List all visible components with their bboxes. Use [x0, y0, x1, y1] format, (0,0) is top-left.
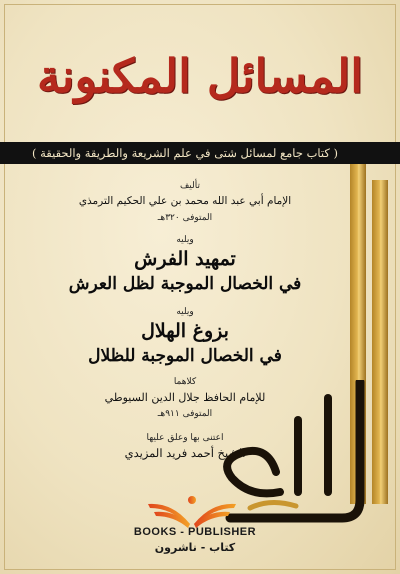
work2-title: تمهيد الفرش — [134, 248, 236, 270]
publisher-name-ar: كتاب - ناشرون — [154, 541, 236, 554]
publisher-name-en: BOOKS - PUBLISHER — [133, 526, 257, 538]
editor-name: الشيخ أحمد فريد المزيدي — [124, 446, 246, 460]
work2-subtitle: في الخصال الموجبة لظل العرش — [68, 274, 302, 294]
both-by-label: كلاهما — [173, 377, 197, 387]
work3-subtitle: في الخصال الموجبة للظلال — [88, 346, 282, 366]
work3-title: بزوغ الهلال — [141, 320, 229, 342]
book-title: المسائل المكنونة — [37, 49, 363, 103]
author-name: الإمام أبي عبد الله محمد بن علي الحكيم الترمذي — [78, 195, 292, 207]
editor-label: اعتنى بها وعلق عليها — [146, 433, 224, 443]
book-subtitle: ( كتاب جامع لمسائل شتى في علم الشريعة والطريقة والحقيقة ) — [32, 146, 338, 160]
followed-label-2: ويليه — [176, 307, 194, 317]
followed-label-1: ويليه — [176, 235, 194, 245]
authored-label: تأليف — [179, 181, 201, 191]
author-death: المتوفى ٣٢٠هـ — [157, 213, 213, 223]
author2-name: للإمام الحافظ جلال الدين السيوطي — [104, 391, 266, 404]
author2-death: المتوفى ٩١١هـ — [157, 409, 213, 419]
